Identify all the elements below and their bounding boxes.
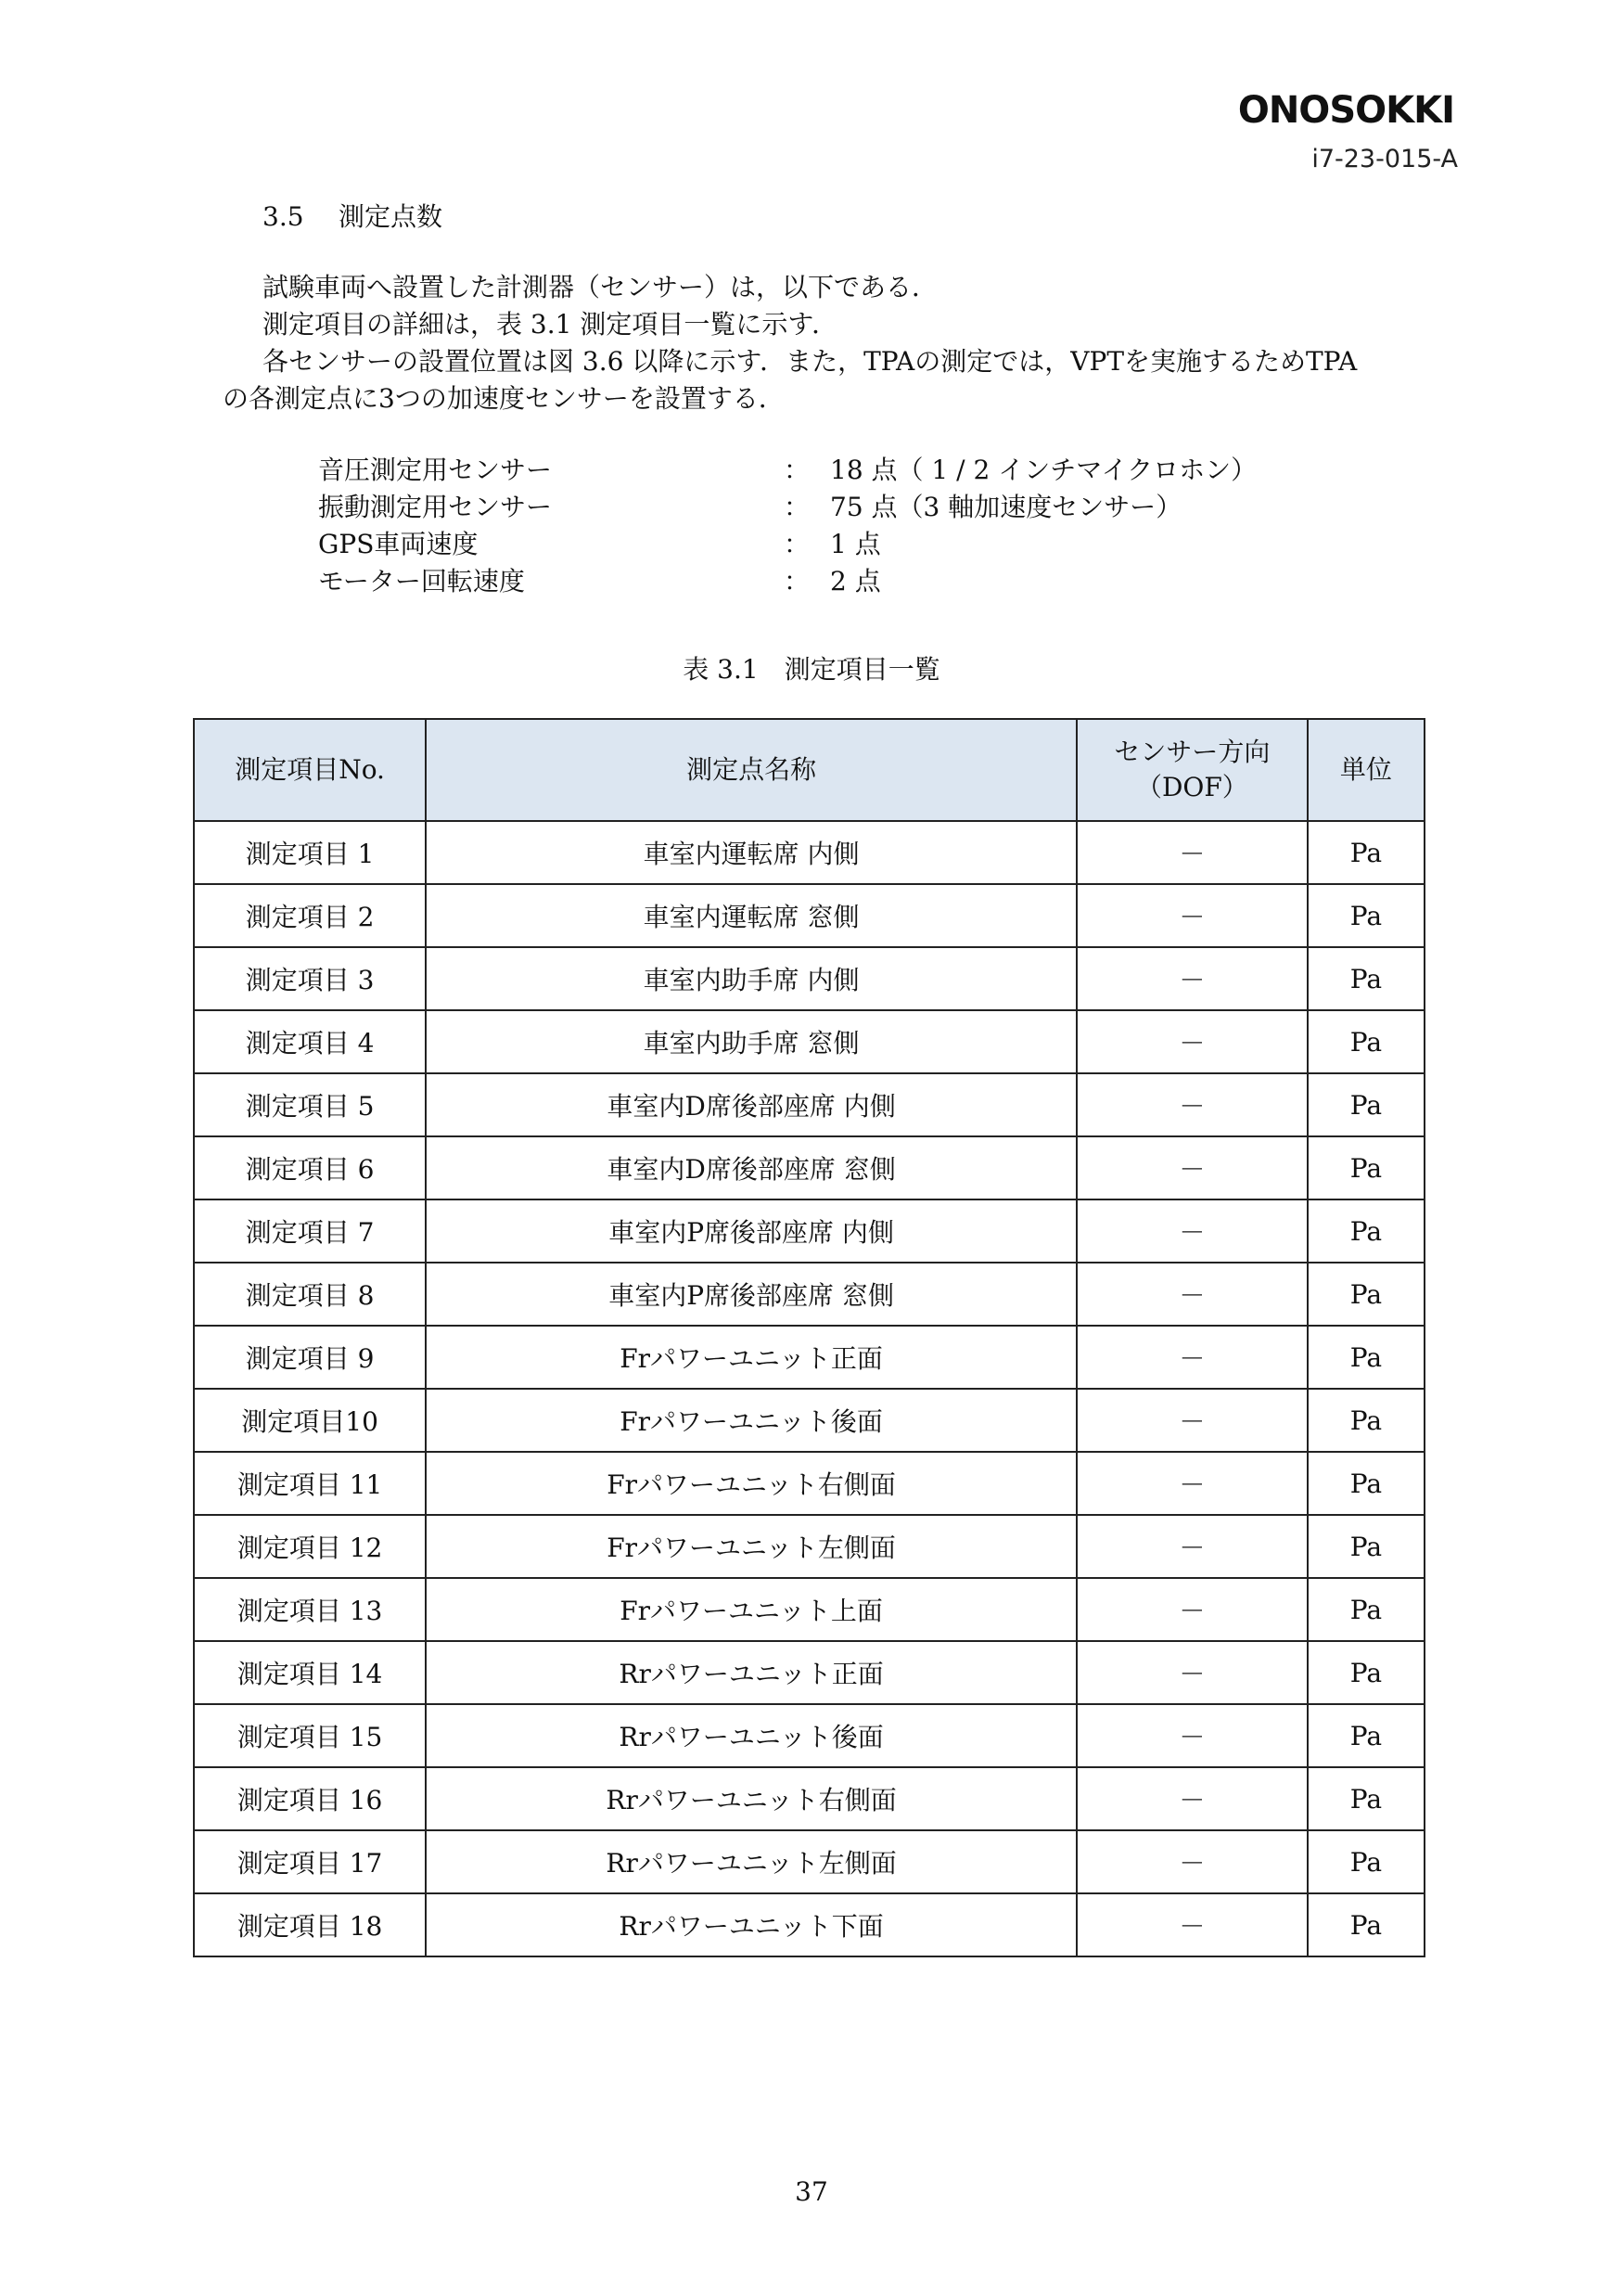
table-row xyxy=(194,1830,1425,1893)
cell-sensor-direction: － xyxy=(1077,947,1308,1010)
cell-point-name: Frパワーユニット左側面 xyxy=(426,1515,1077,1578)
cell-unit: Pa xyxy=(1308,1767,1425,1830)
sensor-value: 2 点 xyxy=(830,566,881,596)
cell-point-name: 車室内P席後部座席 窓側 xyxy=(426,1263,1077,1326)
table-row xyxy=(194,1136,1425,1199)
cell-item-no: 測定項目 5 xyxy=(194,1073,426,1136)
sensor-value: 18 点（ 1 / 2 インチマイクロホン） xyxy=(830,455,1258,485)
table-row xyxy=(194,1893,1425,1956)
table-row xyxy=(194,1452,1425,1515)
cell-item-no: 測定項目 7 xyxy=(194,1199,426,1263)
cell-point-name: Rrパワーユニット左側面 xyxy=(426,1830,1077,1893)
table-row xyxy=(194,947,1425,1010)
sensor-colon: ： xyxy=(784,492,811,522)
cell-sensor-direction: － xyxy=(1077,821,1308,884)
measurement-items-table xyxy=(193,718,1425,1957)
header-item-no: 測定項目No. xyxy=(194,719,426,821)
cell-item-no: 測定項目 1 xyxy=(194,821,426,884)
company-logo: ONOSOKKI xyxy=(1237,89,1454,132)
cell-point-name: Rrパワーユニット下面 xyxy=(426,1893,1077,1956)
cell-point-name: Frパワーユニット正面 xyxy=(426,1326,1077,1389)
cell-sensor-direction: － xyxy=(1077,1830,1308,1893)
cell-unit: Pa xyxy=(1308,1199,1425,1263)
cell-point-name: Rrパワーユニット後面 xyxy=(426,1704,1077,1767)
table-row xyxy=(194,1641,1425,1704)
section-title: 測定点数 xyxy=(339,201,443,232)
cell-item-no: 測定項目 17 xyxy=(194,1830,426,1893)
table-caption: 表 3.1 測定項目一覧 xyxy=(683,654,940,685)
cell-sensor-direction: － xyxy=(1077,1452,1308,1515)
cell-point-name: 車室内運転席 内側 xyxy=(426,821,1077,884)
cell-sensor-direction: － xyxy=(1077,1704,1308,1767)
sensor-value: 1 点 xyxy=(830,529,881,559)
cell-sensor-direction: － xyxy=(1077,1641,1308,1704)
cell-unit: Pa xyxy=(1308,1515,1425,1578)
cell-unit: Pa xyxy=(1308,1704,1425,1767)
table-row xyxy=(194,1767,1425,1830)
paragraph-line: 各センサーの設置位置は図 3.6 以降に示す．また，TPAの測定では，VPTを実施するためTPA xyxy=(262,346,1358,377)
cell-sensor-direction: － xyxy=(1077,1893,1308,1956)
cell-item-no: 測定項目 9 xyxy=(194,1326,426,1389)
sensor-label: 振動測定用センサー xyxy=(318,492,553,522)
section-heading xyxy=(262,197,442,234)
cell-sensor-direction: － xyxy=(1077,884,1308,947)
cell-unit: Pa xyxy=(1308,1326,1425,1389)
cell-unit: Pa xyxy=(1308,1263,1425,1326)
cell-point-name: 車室内D席後部座席 内側 xyxy=(426,1073,1077,1136)
table-row xyxy=(194,1389,1425,1452)
sensor-value: 75 点（3 軸加速度センサー） xyxy=(830,492,1182,522)
cell-sensor-direction: － xyxy=(1077,1578,1308,1641)
cell-point-name: 車室内助手席 窓側 xyxy=(426,1010,1077,1073)
paragraph-line: 試験車両へ設置した計測器（センサー）は，以下である． xyxy=(262,272,939,302)
cell-item-no: 測定項目 15 xyxy=(194,1704,426,1767)
cell-item-no: 測定項目 2 xyxy=(194,884,426,947)
table-row xyxy=(194,1704,1425,1767)
table-row xyxy=(194,1515,1425,1578)
page-number: 37 xyxy=(795,2176,828,2207)
cell-unit: Pa xyxy=(1308,1893,1425,1956)
cell-item-no: 測定項目 18 xyxy=(194,1893,426,1956)
cell-sensor-direction: － xyxy=(1077,1263,1308,1326)
cell-unit: Pa xyxy=(1308,1010,1425,1073)
cell-sensor-direction: － xyxy=(1077,1389,1308,1452)
table-row xyxy=(194,821,1425,884)
table-row xyxy=(194,1199,1425,1263)
cell-unit: Pa xyxy=(1308,1389,1425,1452)
table-header-row xyxy=(194,719,1425,821)
sensor-label: モーター回転速度 xyxy=(318,566,525,596)
header-sensor-direction: センサー方向 （DOF） xyxy=(1077,719,1308,821)
paragraph-line: 測定項目の詳細は，表 3.1 測定項目一覧に示す． xyxy=(262,309,838,340)
cell-item-no: 測定項目 13 xyxy=(194,1578,426,1641)
cell-unit: Pa xyxy=(1308,947,1425,1010)
cell-item-no: 測定項目 8 xyxy=(194,1263,426,1326)
table-row xyxy=(194,1578,1425,1641)
cell-unit: Pa xyxy=(1308,1641,1425,1704)
cell-item-no: 測定項目 12 xyxy=(194,1515,426,1578)
sensor-label: 音圧測定用センサー xyxy=(318,455,553,485)
cell-item-no: 測定項目10 xyxy=(194,1389,426,1452)
cell-sensor-direction: － xyxy=(1077,1136,1308,1199)
cell-item-no: 測定項目 14 xyxy=(194,1641,426,1704)
section-number: 3.5 xyxy=(262,201,304,232)
cell-item-no: 測定項目 3 xyxy=(194,947,426,1010)
cell-point-name: 車室内運転席 窓側 xyxy=(426,884,1077,947)
cell-unit: Pa xyxy=(1308,1452,1425,1515)
cell-item-no: 測定項目 11 xyxy=(194,1452,426,1515)
cell-item-no: 測定項目 16 xyxy=(194,1767,426,1830)
cell-point-name: Frパワーユニット上面 xyxy=(426,1578,1077,1641)
sensor-label: GPS車両速度 xyxy=(318,529,479,559)
sensor-colon: ： xyxy=(784,566,811,596)
header-point-name: 測定点名称 xyxy=(426,719,1077,821)
table-row xyxy=(194,884,1425,947)
cell-item-no: 測定項目 6 xyxy=(194,1136,426,1199)
sensor-colon: ： xyxy=(784,529,811,559)
table-row xyxy=(194,1263,1425,1326)
cell-unit: Pa xyxy=(1308,884,1425,947)
cell-point-name: 車室内助手席 内側 xyxy=(426,947,1077,1010)
cell-sensor-direction: － xyxy=(1077,1767,1308,1830)
cell-item-no: 測定項目 4 xyxy=(194,1010,426,1073)
cell-unit: Pa xyxy=(1308,821,1425,884)
cell-point-name: 車室内P席後部座席 内側 xyxy=(426,1199,1077,1263)
document-number: i7-23-015-A xyxy=(1311,145,1458,173)
header-unit: 単位 xyxy=(1308,719,1425,821)
cell-sensor-direction: － xyxy=(1077,1073,1308,1136)
table-row xyxy=(194,1073,1425,1136)
cell-sensor-direction: － xyxy=(1077,1199,1308,1263)
paragraph-line: の各測定点に3つの加速度センサーを設置する． xyxy=(223,383,785,414)
cell-point-name: Frパワーユニット後面 xyxy=(426,1389,1077,1452)
cell-sensor-direction: － xyxy=(1077,1326,1308,1389)
cell-unit: Pa xyxy=(1308,1830,1425,1893)
cell-point-name: Frパワーユニット右側面 xyxy=(426,1452,1077,1515)
cell-point-name: 車室内D席後部座席 窓側 xyxy=(426,1136,1077,1199)
table-row xyxy=(194,1010,1425,1073)
cell-unit: Pa xyxy=(1308,1136,1425,1199)
cell-unit: Pa xyxy=(1308,1578,1425,1641)
sensor-colon: ： xyxy=(784,455,811,485)
cell-unit: Pa xyxy=(1308,1073,1425,1136)
cell-sensor-direction: － xyxy=(1077,1010,1308,1073)
cell-point-name: Rrパワーユニット右側面 xyxy=(426,1767,1077,1830)
table-row xyxy=(194,1326,1425,1389)
cell-point-name: Rrパワーユニット正面 xyxy=(426,1641,1077,1704)
cell-sensor-direction: － xyxy=(1077,1515,1308,1578)
